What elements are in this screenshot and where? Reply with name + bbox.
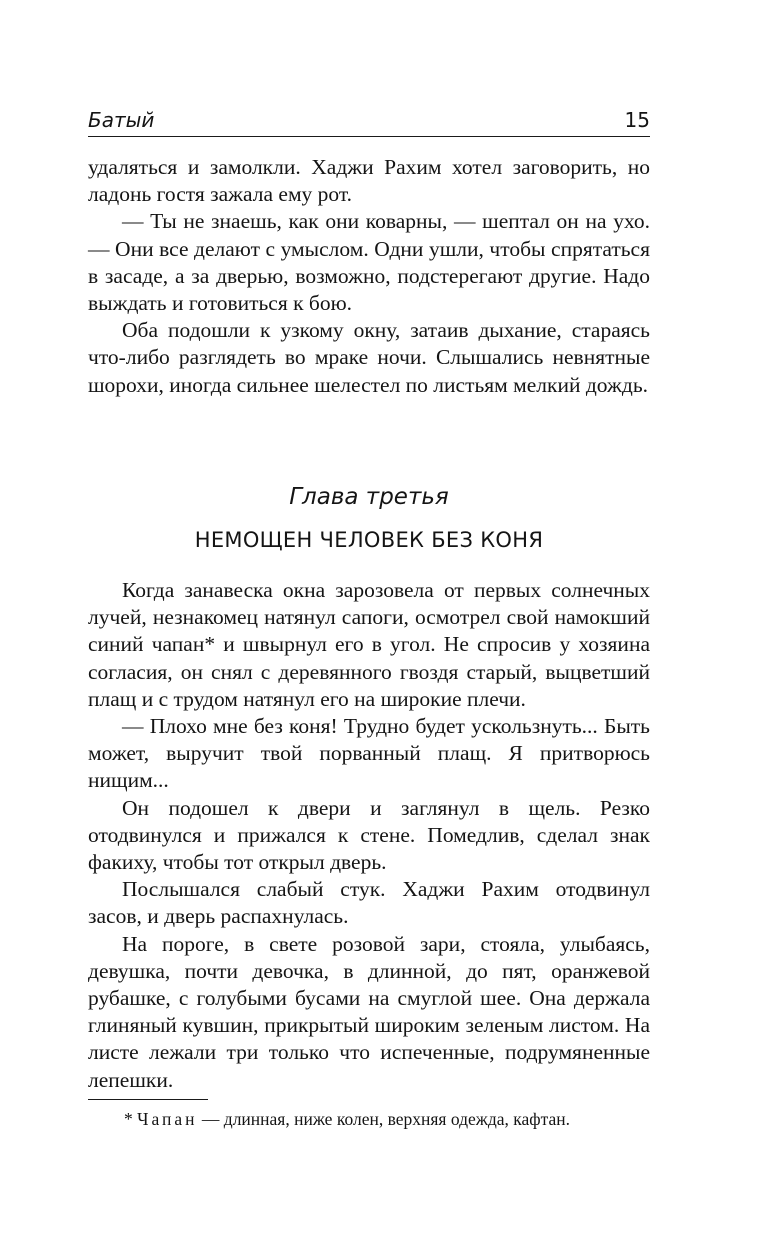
paragraph: Оба подошли к узкому окну, затаив дыхание, стараясь что-либо разглядеть во мраке ночи. Слышались невнятные шорохи, иногда сильнее шелестел по листьям мелкий дождь. xyxy=(88,318,650,397)
footnote-definition: — длинная, ниже колен, верхняя одежда, кафтан. xyxy=(197,1109,570,1129)
text-block-continuation xyxy=(88,154,650,399)
paragraph: — Ты не знаешь, как они коварны, — шептал он на ухо. — Они все делают с умыслом. Одни ушли, чтобы спрятаться в засаде, а за дверью, возможно, подстерегают другие. Надо выждать и готовиться к бою. xyxy=(88,209,650,316)
paragraph: Он подошел к двери и заглянул в щель. Резко отодвинулся и прижался к стене. Помедлив, сделал знак факиху, чтобы тот открыл дверь. xyxy=(88,795,650,875)
chapter-label: Глава третья xyxy=(289,484,449,510)
chapter-title: НЕМОЩЕН ЧЕЛОВЕК БЕЗ КОНЯ xyxy=(194,528,544,552)
paragraph: Когда занавеска окна зарозовела от первых солнечных лучей, незнакомец натянул сапоги, осмотрел свой намокший синий чапан* и швырнул его в угол. Не спросив у хозяина согласия, он снял с деревянного гвоздя старый, выцветший плащ и с трудом натянул его на широкие плечи. xyxy=(88,578,650,711)
paragraph: удаляться и замолкли. Хаджи Рахим хотел заговорить, но ладонь гостя зажала ему рот. xyxy=(88,155,650,207)
text-block-chapter xyxy=(88,577,650,1094)
footnote-marker: * xyxy=(124,1109,133,1129)
footnote-rule xyxy=(88,1099,208,1100)
footnote xyxy=(124,1108,650,1130)
footnote-term: Чапан xyxy=(137,1109,198,1129)
paragraph: — Плохо мне без коня! Трудно будет ускользнуть... Быть может, выручит твой порванный плащ. Я притворюсь нищим... xyxy=(88,714,650,793)
running-head xyxy=(88,106,650,137)
page-number: 15 xyxy=(624,108,650,132)
paragraph: На пороге, в свете розовой зари, стояла, улыбаясь, девушка, почти девочка, в длинной, до пят, оранжевой рубашке, с голубыми бусами на смуглой шее. Она держала глиняный кувшин, прикрытый широким зеленым листом. На листе лежали три только что испеченные, подрумяненные лепешки. xyxy=(88,931,650,1092)
paragraph: Послышался слабый стук. Хаджи Рахим отодвинул засов, и дверь распахнулась. xyxy=(88,877,650,929)
book-page xyxy=(88,0,650,1241)
running-head-title: Батый xyxy=(88,108,155,132)
